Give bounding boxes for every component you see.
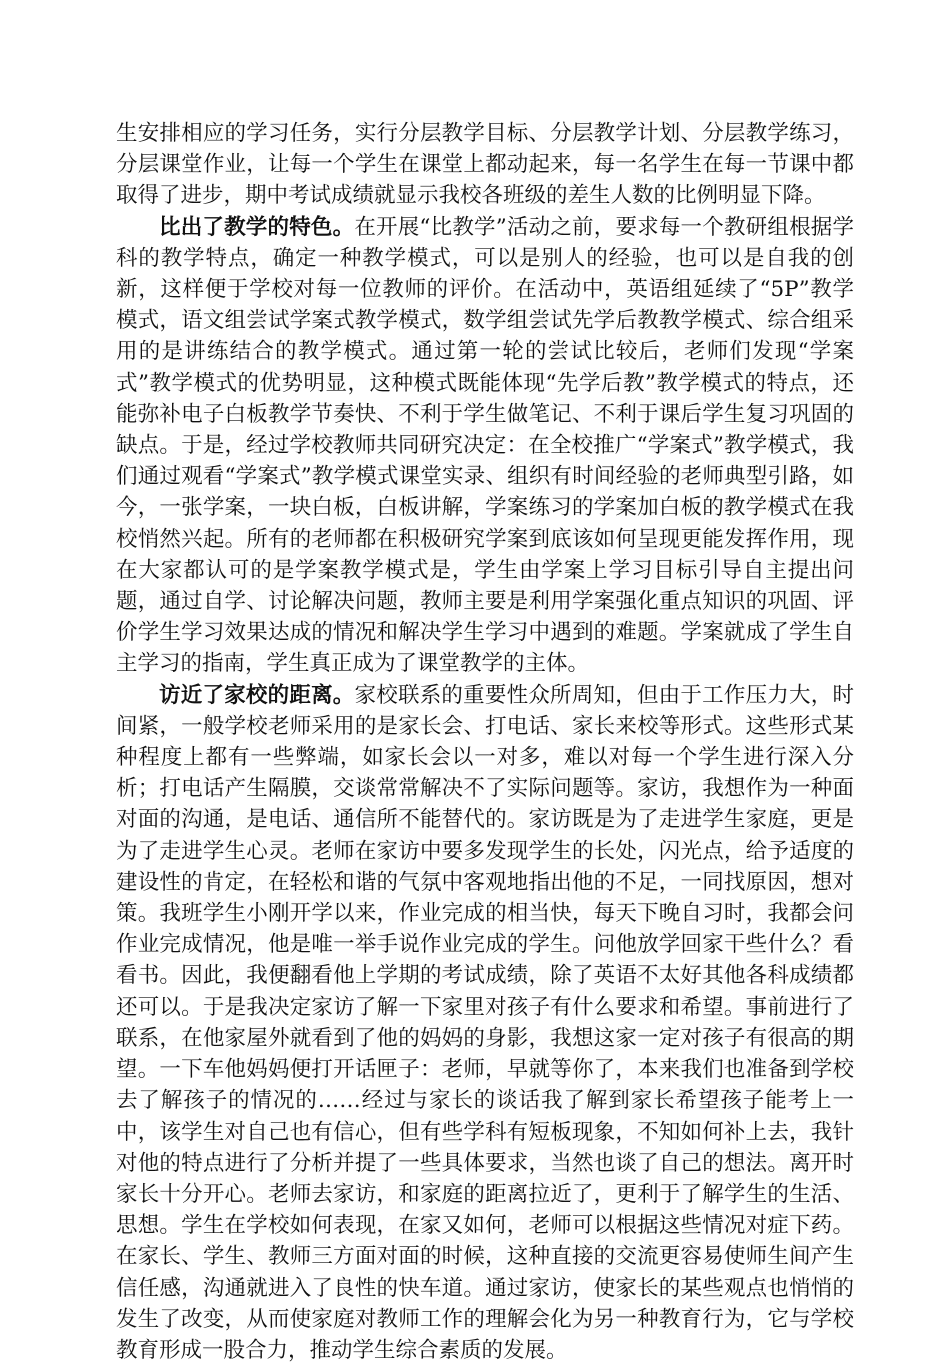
- paragraph-home-visit: [116, 680, 854, 1366]
- paragraph-text: 家校联系的重要性众所周知，但由于工作压力大，时间紧，一般学校老师采用的是家长会、打电话、家长来校等形式。这些形式某种程度上都有一些弊端，如家长会以一对多，难以对每一个学生进行深入分析；打电话产生隔膜，交谈常常解决不了实际问题等。家访，我想作为一种面对面的沟通，是电话、通信所不能替代的。家访既是为了走进学生家庭，更是为了走进学生心灵。老师在家访中要多发现学生的长处，闪光点，给予适度的建设性的肯定，在轻松和谐的气氛中客观地指出他的不足，一同找原因，想对策。我班学生小刚开学以来，作业完成的相当快，每天下晚自习时，我都会问作业完成情况，他是唯一举手说作业完成的学生。问他放学回家干些什么？看看书。因此，我便翻看他上学期的考试成绩，除了英语不太好其他各科成绩都还可以。于是我决定家访了解一下家里对孩子有什么要求和希望。事前进行了联系，在他家屋外就看到了他的妈妈的身影，我想这家一定对孩子有很高的期望。一下车他妈妈便打开话匣子：老师，早就等你了，本来我们也准备到学校去了解孩子的情况的……经过与家长的谈话我了解到家长希望孩子能考上一中，该学生对自己也有信心，但有些学科有短板现象，不知如何补上去，我针对他的特点进行了分析并提了一些具体要求，当然也谈了自己的想法。离开时家长十分开心。老师去家访，和家庭的距离拉近了，更利于了解学生的生活、思想。学生在学校如何表现，在家又如何，老师可以根据这些情况对症下药。在家长、学生、教师三方面对面的时候，这种直接的交流更容易使师生间产生信任感，沟通就进入了良性的快车道。通过家访，使家长的某些观点也悄悄的发生了改变，从而使家庭对教师工作的理解会化为另一种教育行为，它与学校教育形成一股合力，推动学生综合素质的发展。: [116, 682, 854, 1363]
- paragraph-text: 在开展“比教学”活动之前，要求每一个教研组根据学科的教学特点，确定一种教学模式，可以是别人的经验，也可以是自我的创新，这样便于学校对每一位教师的评价。在活动中，英语组延续了“5P”教学模式，语文组尝试学案式教学模式，数学组尝试先学后教教学模式、综合组采用的是讲练结合的教学模式。通过第一轮的尝试比较后，老师们发现“学案式”教学模式的优势明显，这种模式既能体现“先学后教”教学模式的特点，还能弥补电子白板教学节奏快、不利于学生做笔记、不利于课后学生复习巩固的缺点。于是，经过学校教师共同研究决定：在全校推广“学案式”教学模式，我们通过观看“学案式”教学模式课堂实录、组织有时间经验的老师典型引路，如今，一张学案，一块白板，白板讲解，学案练习的学案加白板的教学模式在我校悄然兴起。所有的老师都在积极研究学案到底该如何呈现更能发挥作用，现在大家都认可的是学案教学模式是，学生由学案上学习目标引导自主提出问题，通过自学、讨论解决问题，教师主要是利用学案强化重点知识的巩固、评价学生学习效果达成的情况和解决学生学习中遇到的难题。学案就成了学生自主学习的指南，学生真正成为了课堂教学的主体。: [116, 214, 854, 677]
- paragraph-continuation: [116, 118, 854, 212]
- paragraph-teaching-features: [116, 212, 854, 680]
- paragraph-text: 生安排相应的学习任务，实行分层教学目标、分层教学计划、分层教学练习，分层课堂作业，让每一个学生在课堂上都动起来，每一名学生在每一节课中都取得了进步，期中考试成绩就显示我校各班级的差生人数的比例明显下降。: [116, 121, 854, 209]
- document-body: [116, 118, 854, 1366]
- paragraph-lead: 访近了家校的距离。: [159, 682, 355, 708]
- paragraph-lead: 比出了教学的特色。: [159, 214, 355, 240]
